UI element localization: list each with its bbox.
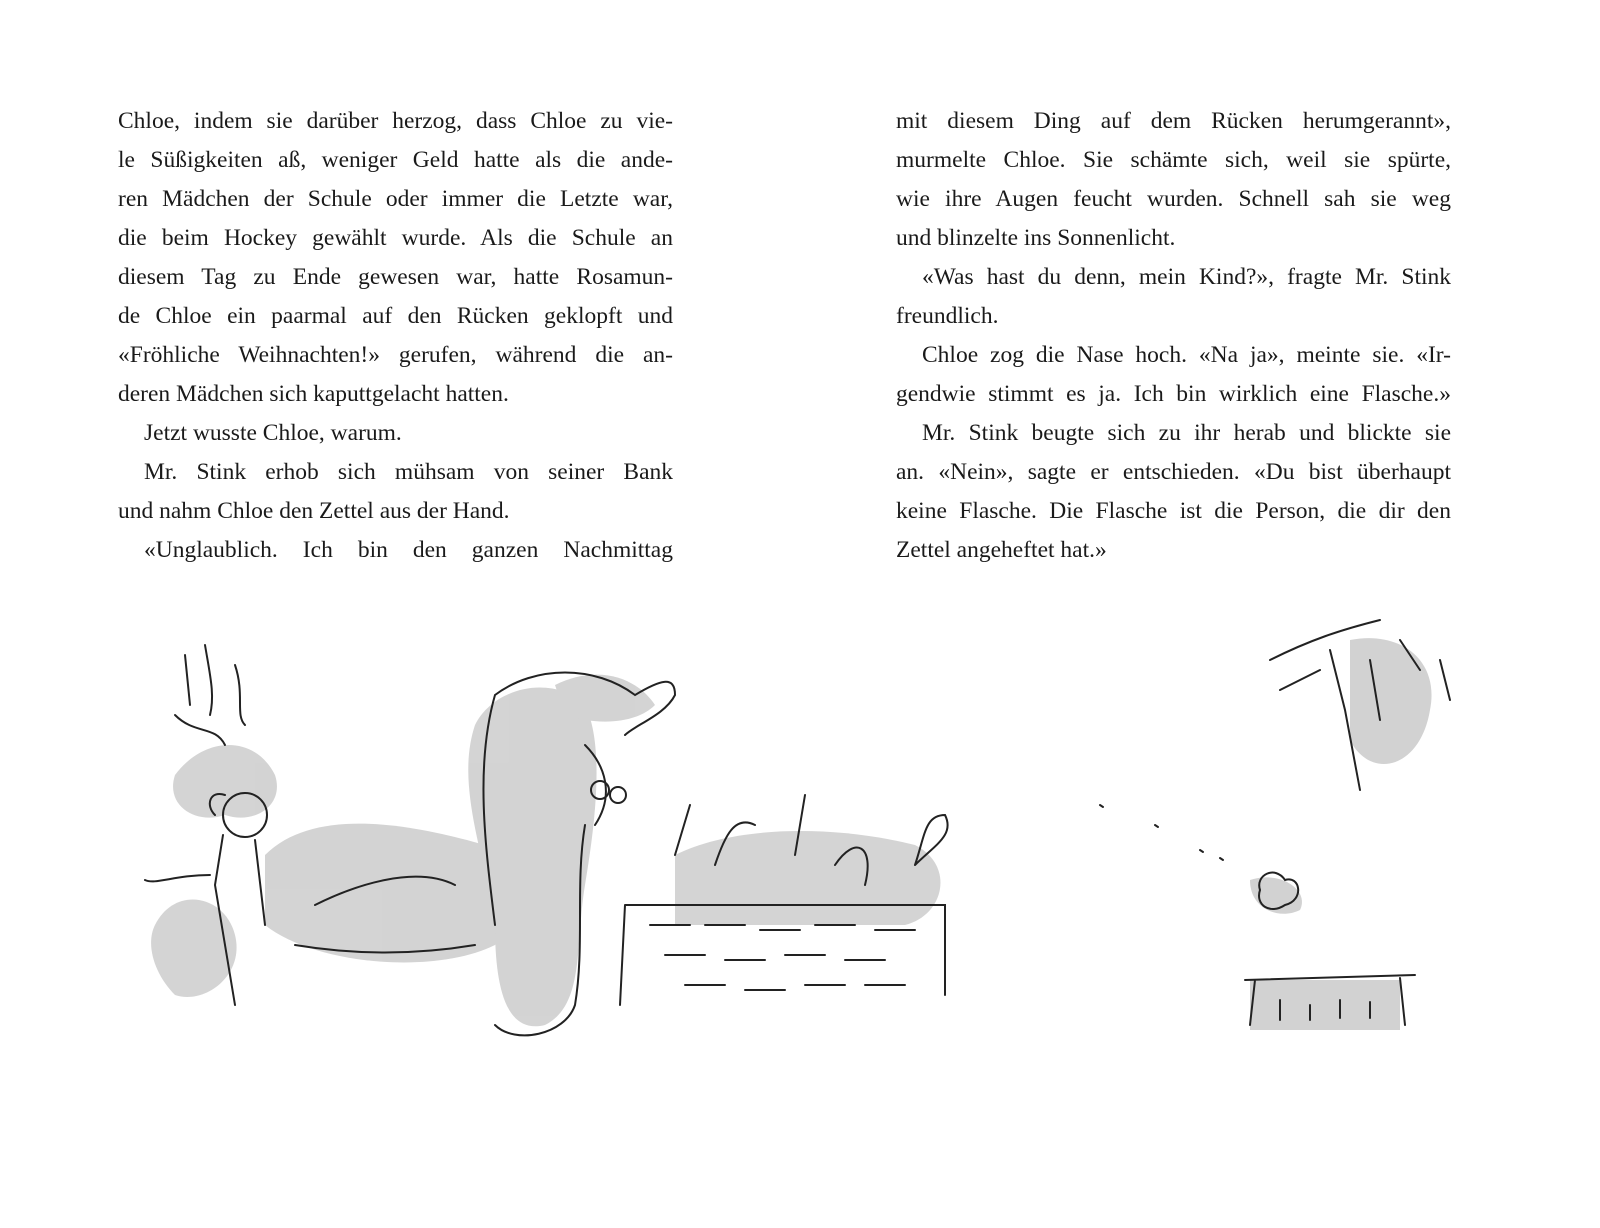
text-line: Chloe zog die Nase hoch. «Na ja», meinte sie. «Ir- (922, 342, 1451, 368)
text-line: die beim Hockey gewählt wurde. Als die Schule an (118, 225, 673, 251)
text-line: de Chloe ein paarmal auf den Rücken geklopft und (118, 303, 673, 329)
text-line: Chloe, indem sie darüber herzog, dass Chloe zu vie- (118, 108, 673, 134)
text-line: le Süßigkeiten aß, weniger Geld hatte als die ande- (118, 147, 673, 173)
text-line: Zettel angeheftet hat.» (896, 537, 1107, 563)
text-line: Mr. Stink erhob sich mühsam von seiner Bank (144, 459, 673, 485)
illustration-tree-and-bench (1080, 600, 1500, 1050)
illustration-chloe-and-mr-stink (115, 625, 995, 1065)
text-line: freundlich. (896, 303, 999, 329)
text-line: Mr. Stink beugte sich zu ihr herab und blickte sie (922, 420, 1451, 446)
left-page-text (118, 102, 673, 570)
text-line: an. «Nein», sagte er entschieden. «Du bist überhaupt (896, 459, 1451, 485)
text-line: wie ihre Augen feucht wurden. Schnell sah sie weg (896, 186, 1451, 212)
text-line: Jetzt wusste Chloe, warum. (144, 420, 402, 446)
text-line: «Fröhliche Weihnachten!» gerufen, während die an- (118, 342, 673, 368)
text-line: ren Mädchen der Schule oder immer die Letzte war, (118, 186, 673, 212)
text-line: mit diesem Ding auf dem Rücken herumgerannt», (896, 108, 1451, 134)
text-line: «Was hast du denn, mein Kind?», fragte Mr. Stink (922, 264, 1451, 290)
text-line: und blinzelte ins Sonnenlicht. (896, 225, 1176, 251)
text-line: und nahm Chloe den Zettel aus der Hand. (118, 498, 510, 524)
text-line: diesem Tag zu Ende gewesen war, hatte Rosamun- (118, 264, 673, 290)
right-page-text (896, 102, 1451, 570)
text-line: gendwie stimmt es ja. Ich bin wirklich eine Flasche.» (896, 381, 1451, 407)
text-line: deren Mädchen sich kaputtgelacht hatten. (118, 381, 509, 407)
text-line: keine Flasche. Die Flasche ist die Person, die dir den (896, 498, 1451, 524)
text-line: murmelte Chloe. Sie schämte sich, weil sie spürte, (896, 147, 1451, 173)
text-line: «Unglaublich. Ich bin den ganzen Nachmittag (144, 537, 673, 563)
